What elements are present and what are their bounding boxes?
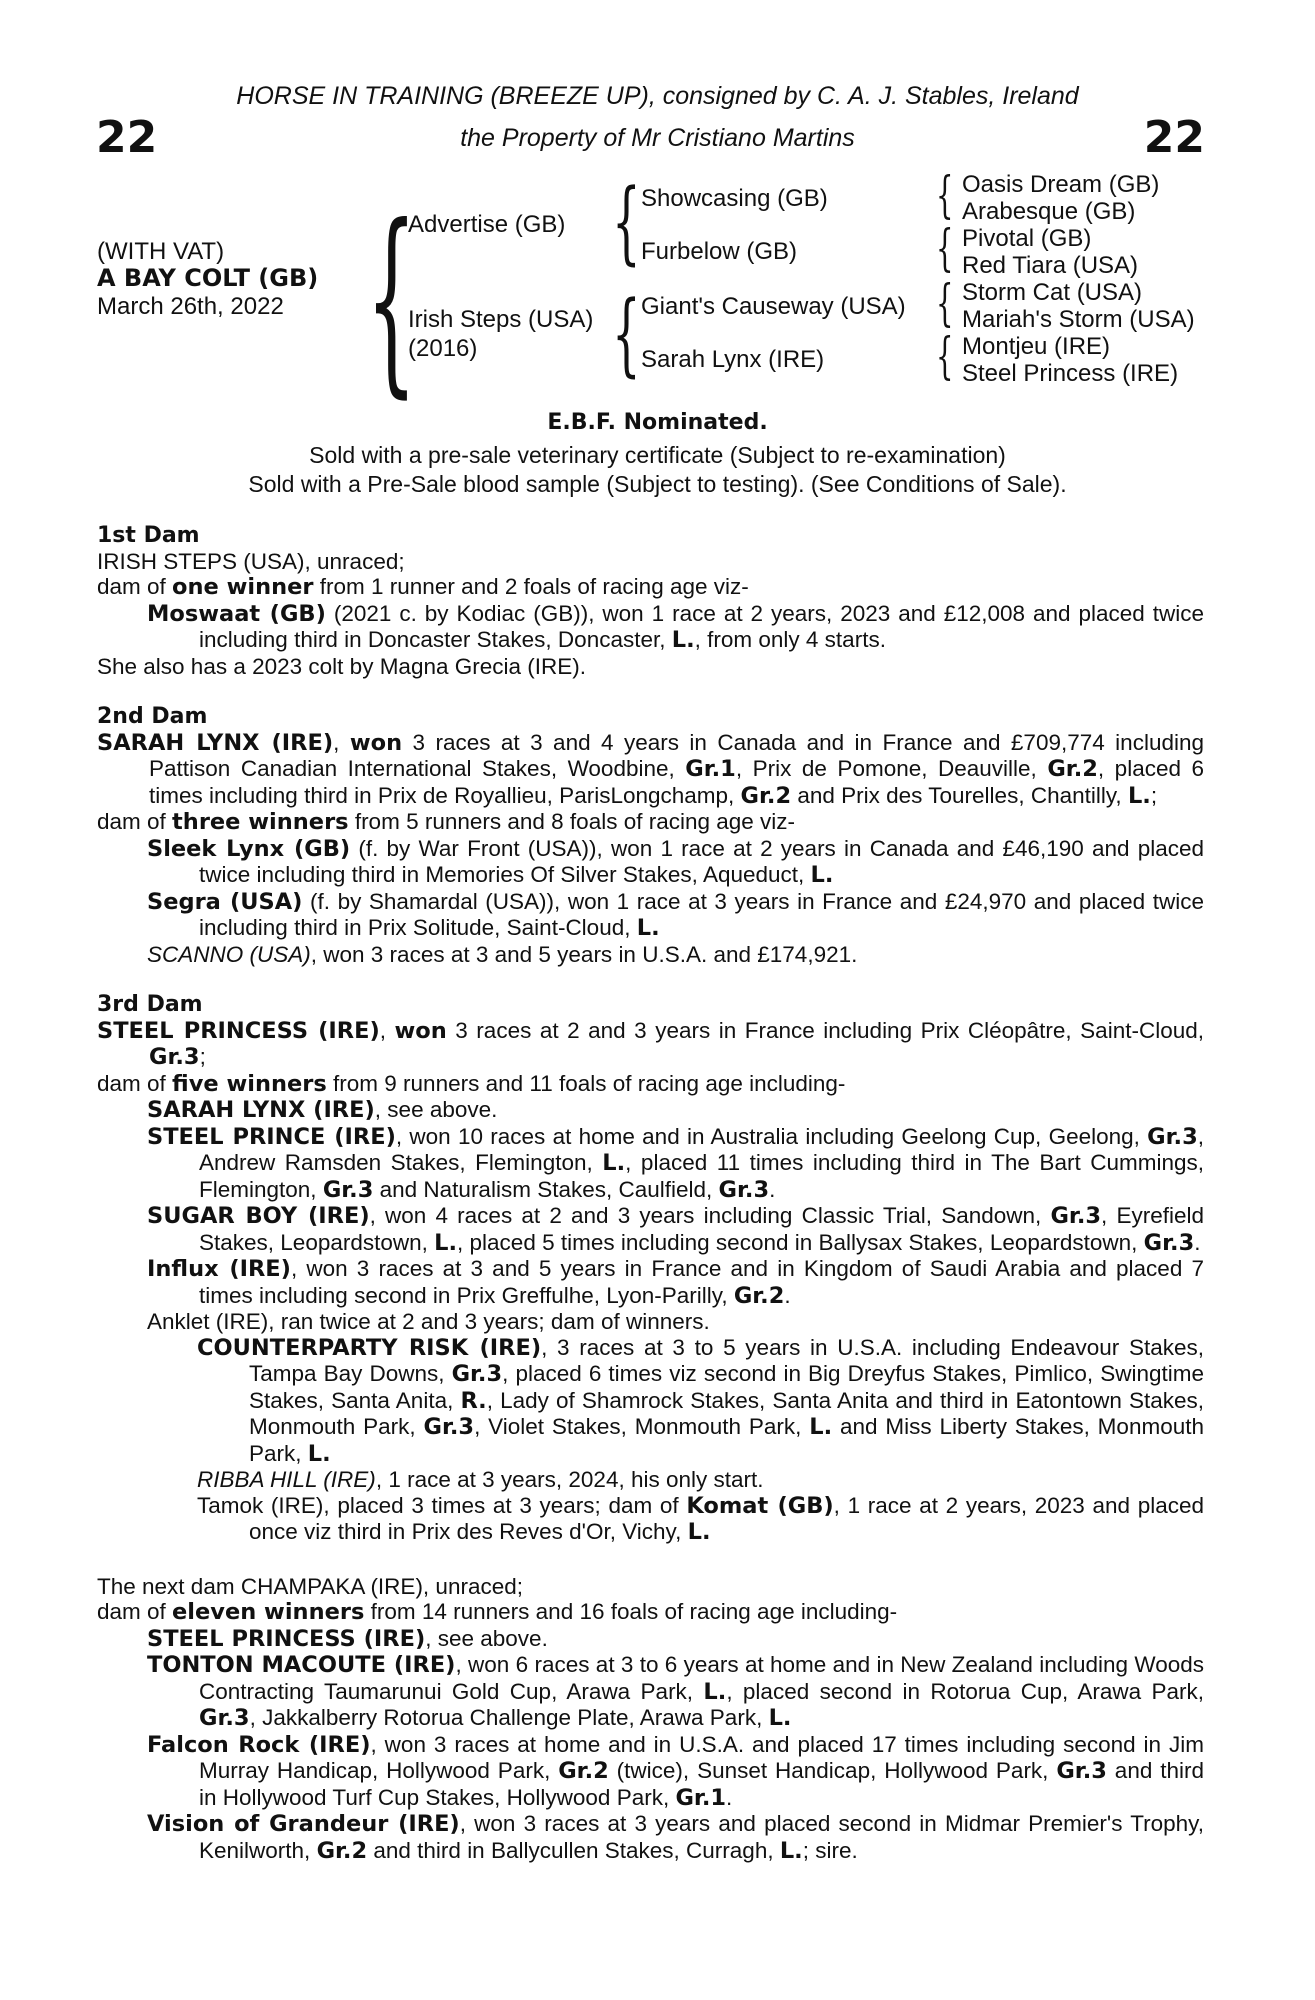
third-dam-record: STEEL PRINCESS (IRE), won 3 races at 2 and 3 years in France including Prix Cléopâtre, Saint-Cloud, Gr.3; bbox=[97, 1017, 1204, 1070]
runner-vision-of-grandeur: Vision of Grandeur (IRE), won 3 races at 3 years and placed second in Midmar Premier's Trophy, Kenilworth, Gr.2 and third in Ballycullen Stakes, Curragh, L.; sire. bbox=[147, 1811, 1205, 1864]
dam-sire: Giant's Causeway (USA) bbox=[641, 293, 906, 320]
ancestor-steel-princess: Steel Princess (IRE) bbox=[962, 360, 1179, 387]
ebf-nominated: E.B.F. Nominated. bbox=[547, 410, 768, 435]
brace-dam-side: { bbox=[612, 282, 641, 387]
brace-g3-3: { bbox=[936, 274, 954, 332]
brace-g3-1: { bbox=[936, 166, 954, 224]
catalogue-body bbox=[97, 523, 1204, 1864]
runner-sleek-lynx: Sleek Lynx (GB) (f. by War Front (USA)), won 1 race at 2 years in Canada and £46,190 and placed twice including third in Memories Of Silver Stakes, Aqueduct, L. bbox=[147, 835, 1205, 888]
blood-sample-note: Sold with a Pre-Sale blood sample (Subject to testing). (See Conditions of Sale). bbox=[248, 471, 1067, 497]
first-dam-produce: dam of one winner from 1 runner and 2 foals of racing age viz- bbox=[97, 574, 749, 600]
ancestor-montjeu: Montjeu (IRE) bbox=[962, 333, 1111, 360]
brace-sire-side: { bbox=[612, 170, 641, 275]
next-dam-produce: dam of eleven winners from 14 runners and 16 foals of racing age including- bbox=[97, 1599, 898, 1625]
second-dam-record: SARAH LYNX (IRE), won 3 races at 3 and 4 years in Canada and in France and £709,774 including Pattison Canadian International Stakes, Woodbine, Gr.1, Prix de Pomone, Deauville, Gr.2, placed 6 times including third in Prix de Royallieu, ParisLongchamp, Gr.2 and Prix des Tourelles, Chantilly, L.; bbox=[97, 729, 1205, 809]
runner-tamok: Tamok (IRE), placed 3 times at 3 years; dam of Komat (GB), 1 race at 2 years, 2023 and placed once viz third in Prix des Reves d'Or, Vichy, L. bbox=[197, 1492, 1204, 1545]
third-dam-heading: 3rd Dam bbox=[97, 992, 203, 1017]
first-dam-intro: IRISH STEPS (USA), unraced; bbox=[97, 548, 405, 574]
runner-ribba-hill: RIBBA HILL (IRE), 1 race at 3 years, 2024, his only start. bbox=[197, 1467, 764, 1492]
ancestor-arabesque: Arabesque (GB) bbox=[962, 198, 1136, 225]
runner-sarah-lynx: SARAH LYNX (IRE), see above. bbox=[147, 1097, 498, 1123]
ancestor-oasis-dream: Oasis Dream (GB) bbox=[962, 171, 1160, 198]
second-dam-heading: 2nd Dam bbox=[97, 704, 208, 729]
brace-generation-1: { bbox=[366, 183, 417, 416]
vet-certificate-note: Sold with a pre-sale veterinary certificate (Subject to re-examination) bbox=[309, 442, 1006, 468]
runner-moswaat: Moswaat (GB) (2021 c. by Kodiac (GB)), won 1 race at 2 years, 2023 and £12,008 and placed twice including third in Doncaster Stakes, Doncaster, L., from only 4 starts. bbox=[147, 600, 1204, 653]
sire-dam: Furbelow (GB) bbox=[641, 238, 798, 265]
runner-anklet: Anklet (IRE), ran twice at 2 and 3 years; dam of winners. bbox=[147, 1309, 710, 1334]
lot-horse-name: A BAY COLT (GB) bbox=[97, 264, 319, 292]
runner-influx: Influx (IRE), won 3 races at 3 and 5 years in France and in Kingdom of Saudi Arabia and placed 7 times including second in Prix Greffulhe, Lyon-Parilly, Gr.2. bbox=[147, 1256, 1204, 1309]
second-dam-produce: dam of three winners from 5 runners and 8 foals of racing age viz- bbox=[97, 809, 796, 835]
lot-number-right: 22 bbox=[1143, 112, 1205, 163]
dam-year: (2016) bbox=[408, 335, 478, 362]
ancestor-storm-cat: Storm Cat (USA) bbox=[962, 279, 1143, 306]
vat-note: (WITH VAT) bbox=[97, 238, 225, 265]
brace-g3-4: { bbox=[936, 327, 954, 385]
catalogue-heading: HORSE IN TRAINING (BREEZE UP), consigned by C. A. J. Stables, Ireland bbox=[236, 82, 1079, 110]
runner-segra: Segra (USA) (f. by Shamardal (USA)), won 1 race at 3 years in France and £24,970 and placed twice including third in Prix Solitude, Saint-Cloud, L. bbox=[147, 888, 1204, 941]
runner-tonton-macoute: TONTON MACOUTE (IRE), won 6 races at 3 to 6 years at home and in New Zealand including Woods Contracting Taumarunui Gold Cup, Arawa Park, L., placed second in Rotorua Cup, Arawa Park, Gr.3, Jakkalberry Rotorua Challenge Plate, Arawa Park, L. bbox=[147, 1652, 1205, 1731]
dam-dam: Sarah Lynx (IRE) bbox=[641, 346, 825, 373]
third-dam-produce: dam of five winners from 9 runners and 11 foals of racing age including- bbox=[97, 1070, 846, 1097]
ancestor-pivotal: Pivotal (GB) bbox=[962, 225, 1092, 252]
sire: Advertise (GB) bbox=[408, 211, 566, 238]
runner-falcon-rock: Falcon Rock (IRE), won 3 races at home and in U.S.A. and placed 17 times including second in Jim Murray Handicap, Hollywood Park, Gr.2 (twice), Sunset Handicap, Hollywood Park, Gr.3 and third in Hollywood Turf Cup Stakes, Hollywood Park, Gr.1. bbox=[147, 1731, 1205, 1811]
runner-steel-prince: STEEL PRINCE (IRE), won 10 races at home and in Australia including Geelong Cup, Geelong, Gr.3, Andrew Ramsden Stakes, Flemington, L., placed 11 times including third in The Bart Cummings, Flemington, Gr.3 and Naturalism Stakes, Caulfield, Gr.3. bbox=[147, 1123, 1204, 1203]
runner-counterparty-risk: COUNTERPARTY RISK (IRE), 3 races at 3 to 5 years in U.S.A. including Endeavour Stakes, Tampa Bay Downs, Gr.3, placed 6 times viz second in Big Dreyfus Stakes, Pimlico, Swingtime Stakes, Santa Anita, R., Lady of Shamrock Stakes, Santa Anita and third in Eatontown Stakes, Monmouth Park, Gr.3, Violet Stakes, Monmouth Park, L. and Miss Liberty Stakes, Monmouth Park, L. bbox=[197, 1334, 1204, 1467]
ancestor-red-tiara: Red Tiara (USA) bbox=[962, 252, 1139, 279]
runner-scanno: SCANNO (USA), won 3 races at 3 and 5 years in U.S.A. and £174,921. bbox=[147, 941, 858, 967]
owner-line: the Property of Mr Cristiano Martins bbox=[460, 124, 855, 152]
ancestor-mariahs-storm: Mariah's Storm (USA) bbox=[962, 306, 1195, 333]
sire-sire: Showcasing (GB) bbox=[641, 185, 828, 212]
next-dam-intro: The next dam CHAMPAKA (IRE), unraced; bbox=[97, 1573, 523, 1599]
runner-steel-princess: STEEL PRINCESS (IRE), see above. bbox=[147, 1625, 548, 1652]
lot-number-left: 22 bbox=[96, 112, 158, 163]
brace-g3-2: { bbox=[936, 219, 954, 277]
runner-sugar-boy: SUGAR BOY (IRE), won 4 races at 2 and 3 years including Classic Trial, Sandown, Gr.3, Eyrefield Stakes, Leopardstown, L., placed 5 times including second in Ballysax Stakes, Leopardstown, Gr.3. bbox=[147, 1203, 1204, 1256]
first-dam-also: She also has a 2023 colt by Magna Grecia (IRE). bbox=[97, 653, 587, 679]
first-dam-heading: 1st Dam bbox=[97, 523, 200, 548]
runner-name: Moswaat (GB) bbox=[147, 600, 326, 627]
foaling-date: March 26th, 2022 bbox=[97, 293, 284, 320]
dam: Irish Steps (USA) bbox=[408, 306, 594, 333]
